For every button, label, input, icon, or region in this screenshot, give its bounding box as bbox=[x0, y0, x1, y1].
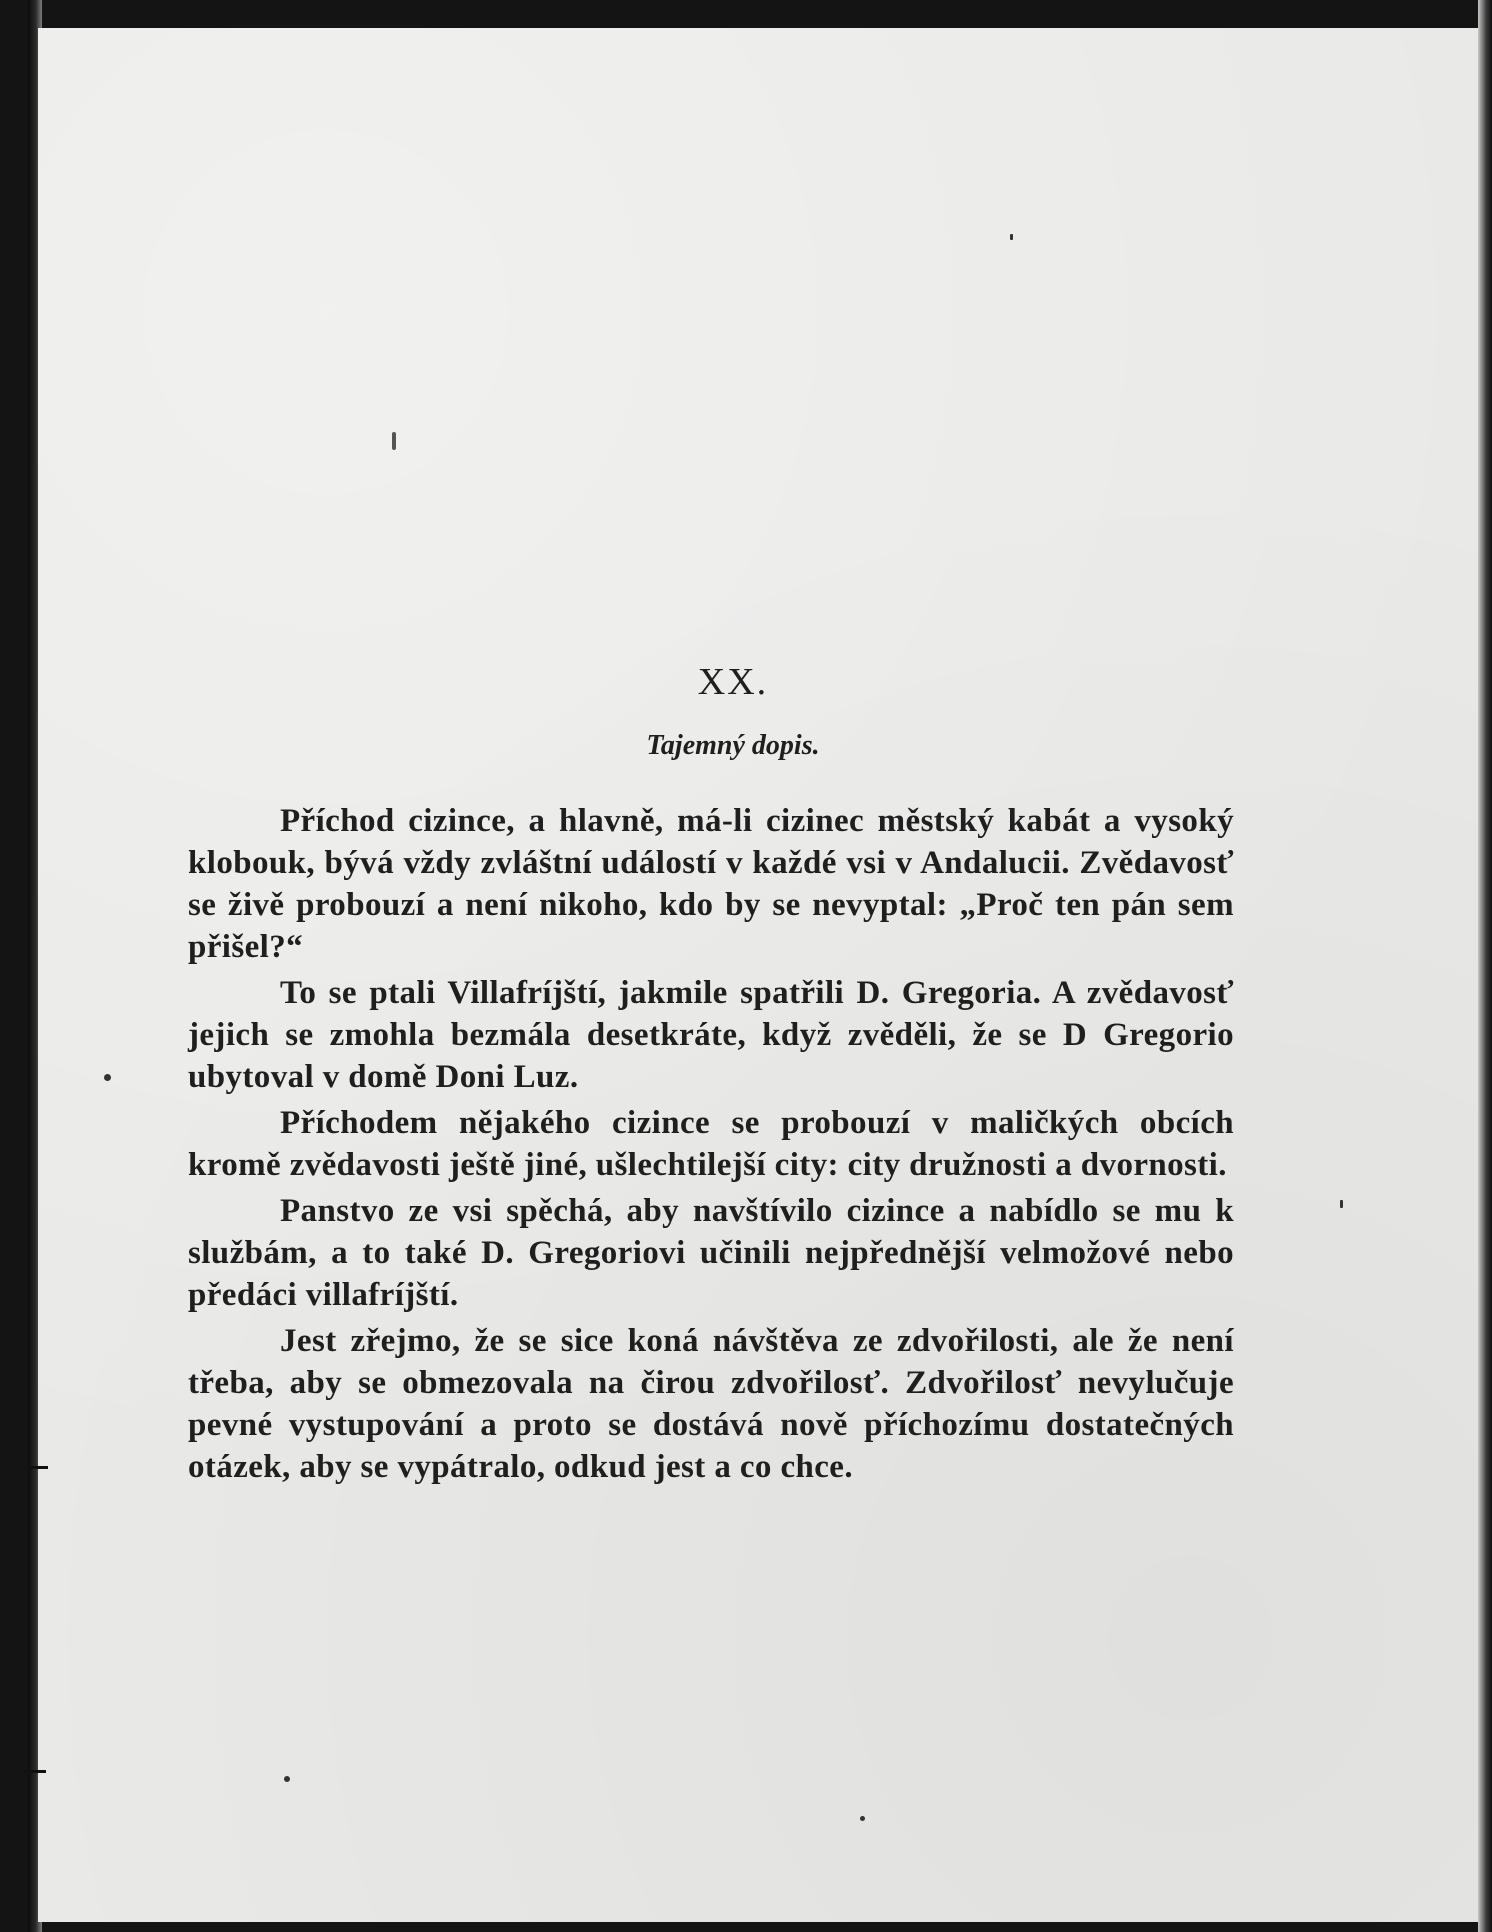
chapter-title: Tajemný dopis. bbox=[646, 730, 820, 761]
scan-speck bbox=[392, 432, 396, 450]
page-text bbox=[188, 660, 1234, 1492]
binding-mark-upper bbox=[28, 1466, 48, 1469]
scan-speck bbox=[104, 1074, 111, 1081]
paragraph: Příchod cizince, a hlavně, má-li cizinec městský kabát a vysoký klobouk, bývá vždy zvláštní událostí v každé vsi v Andalucii. Zvědavosť se živě probouzí a není nikoho, kdo by se nevyptal: „Proč ten pán sem přišel?“ bbox=[188, 803, 1234, 965]
scan-speck bbox=[284, 1776, 290, 1782]
paragraph: To se ptali Villafríjští, jakmile spatřili D. Gregoria. A zvědavosť jejich se zmohla bezmála desetkráte, když zvěděli, že se D Gregorio ubytoval v domě Doni Luz. bbox=[188, 975, 1234, 1095]
scan-speck bbox=[1010, 234, 1013, 240]
chapter-number: XX. bbox=[697, 661, 769, 703]
paragraph: Panstvo ze vsi spěchá, aby navštívilo cizince a nabídlo se mu k službám, a to také D. Gregoriovi učinili nejpřednější velmožové nebo předáci villafríjští. bbox=[188, 1193, 1234, 1313]
scan-speck bbox=[1340, 1200, 1343, 1208]
paragraph: Jest zřejmo, že se sice koná návštěva ze zdvořilosti, ale že není třeba, aby se obmezovala na čirou zdvořilosť. Zdvořilosť nevylučuje pevné vystupování a proto se dostává nově příchozímu dostatečných otázek, aby se vypátralo, odkud jest a co chce. bbox=[188, 1323, 1234, 1485]
scan-speck bbox=[860, 1816, 865, 1821]
paragraph: Příchodem nějakého cizince se probouzí v maličkých obcích kromě zvědavosti ještě jiné, ušlechtilejší city: city družnosti a dvornosti. bbox=[188, 1105, 1234, 1183]
page-right-edge bbox=[1478, 0, 1492, 1932]
binding-mark-lower bbox=[22, 1770, 46, 1773]
